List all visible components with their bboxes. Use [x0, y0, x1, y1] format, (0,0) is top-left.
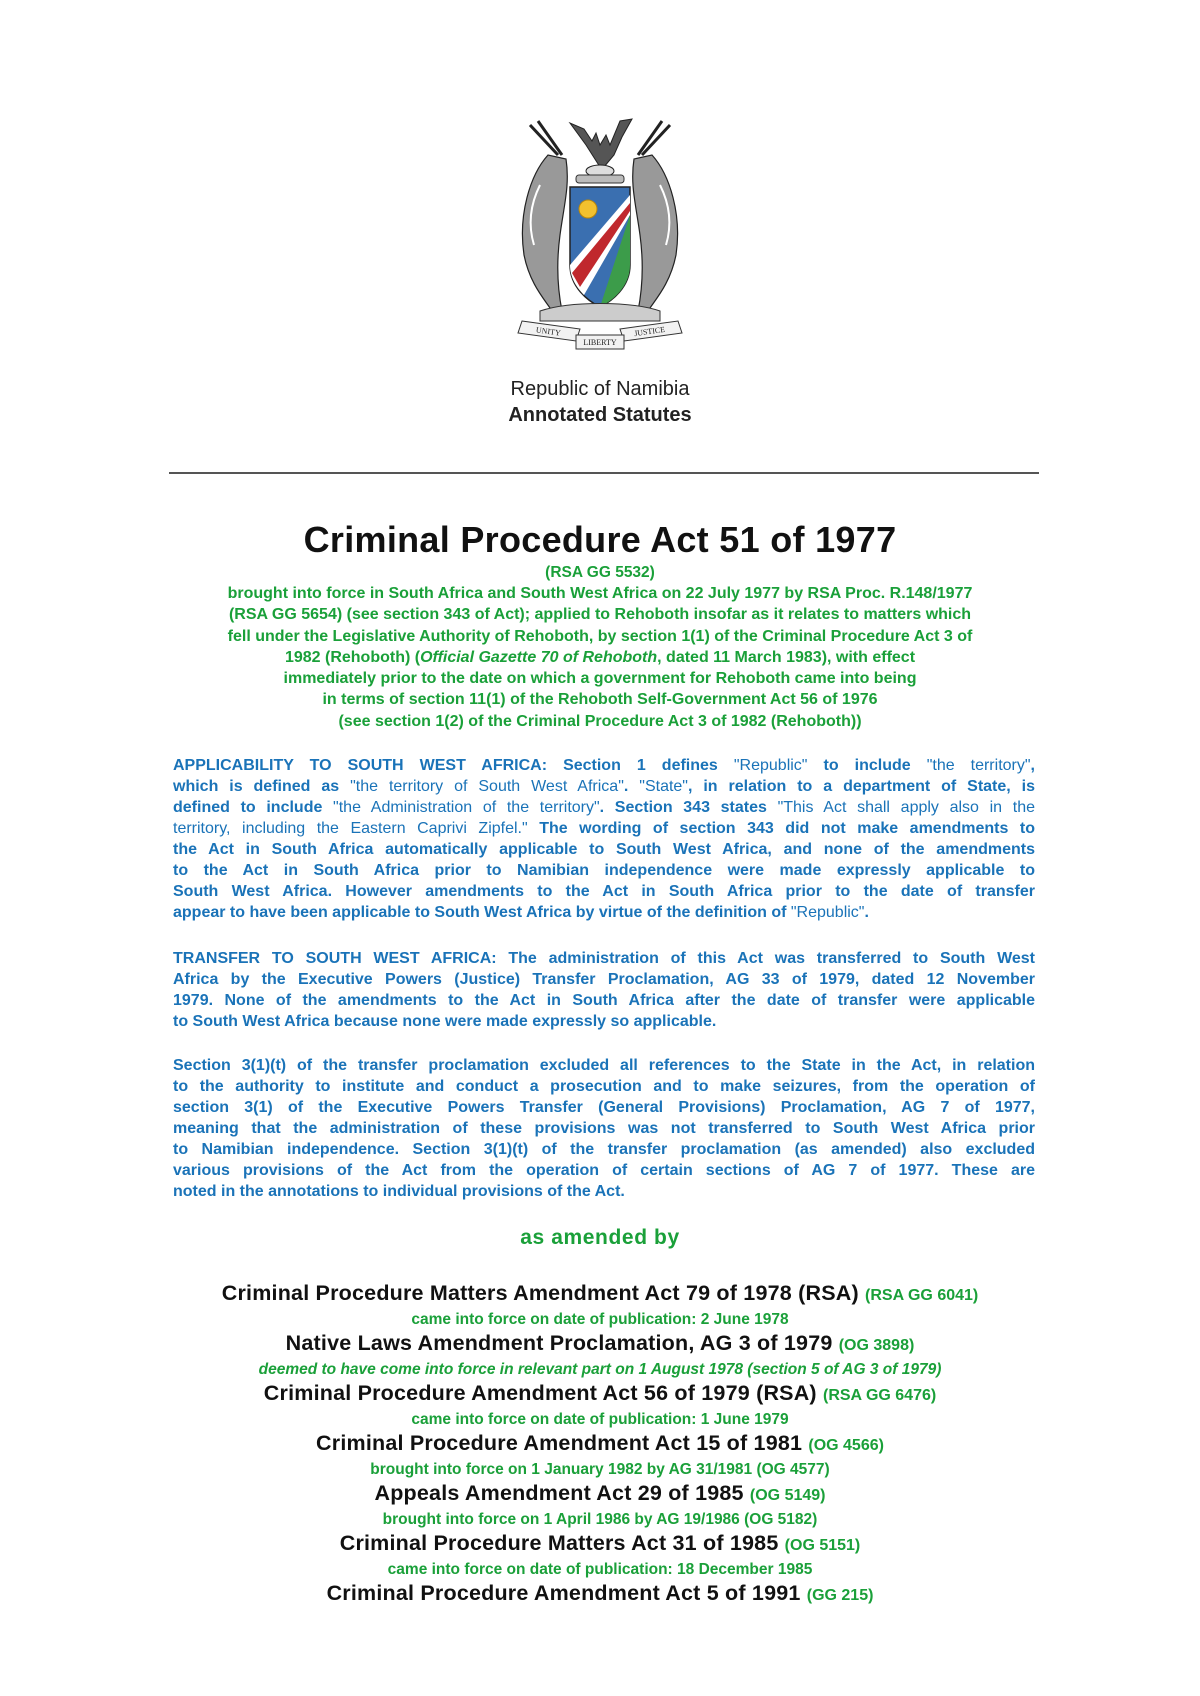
commencement-line: fell under the Legislative Authority of Rehoboth, by section 1(1) of the Criminal Procedure Act 3 of	[227, 627, 973, 645]
amendment-commencement: came into force on date of publication: 1 June 1979	[411, 1411, 789, 1428]
right-oryx-icon	[633, 121, 678, 311]
commencement-line: 1982 (Rehoboth) (Official Gazette 70 of Rehoboth, dated 11 March 1983), with effect	[284, 648, 916, 666]
amendment-title: Native Laws Amendment Proclamation, AG 3 of 1979 (OG 3898)	[285, 1331, 915, 1355]
amendment-title: Criminal Procedure Matters Act 31 of 1985 (OG 5151)	[339, 1531, 861, 1555]
amendment-gazette-ref: (RSA GG 6041)	[865, 1287, 979, 1304]
amendment-commencement: brought into force on 1 April 1986 by AG 19/1986 (OG 5182)	[382, 1511, 818, 1528]
eagle-icon	[570, 119, 632, 177]
commencement-line: in terms of section 11(1) of the Rehoboth Self-Government Act 56 of 1976	[322, 691, 878, 709]
republic-heading: Republic of Namibia	[510, 378, 690, 400]
motto-unity: UNITY	[535, 325, 562, 338]
commencement-line: brought into force in South Africa and South West Africa on 22 July 1977 by RSA Proc. R.148/1977	[227, 585, 973, 602]
left-oryx-icon	[522, 121, 567, 311]
as-amended-by-heading: as amended by	[520, 1226, 680, 1249]
amendment-title: Appeals Amendment Act 29 of 1985 (OG 5149)	[374, 1481, 826, 1505]
amendment-item	[0, 1530, 1200, 1580]
amendment-item	[0, 1430, 1200, 1480]
amendment-gazette-ref: (OG 5151)	[784, 1537, 861, 1554]
amendment-title: Criminal Procedure Amendment Act 56 of 1979 (RSA) (RSA GG 6476)	[263, 1381, 937, 1405]
amendment-gazette-ref: (RSA GG 6476)	[822, 1387, 937, 1404]
amendment-title: Criminal Procedure Amendment Act 15 of 1981 (OG 4566)	[316, 1431, 884, 1455]
commencement-note	[170, 583, 1030, 732]
commencement-line: (RSA GG 5654) (see section 343 of Act); applied to Rehoboth insofar as it relates to matters which	[228, 606, 972, 624]
motto-justice: JUSTICE	[633, 324, 666, 339]
amendment-gazette-ref: (OG 5149)	[749, 1487, 826, 1504]
header-divider	[169, 472, 1039, 474]
annotated-statutes-heading: Annotated Statutes	[508, 404, 692, 426]
applicability-paragraph: APPLICABILITY TO SOUTH WEST AFRICA: Section 1 defines "Republic" to include "the territory", which is defined as "the territory of South West Africa". "State", in relation to a department of State, is defined to include "the Administration of the territory". Section 343 states "This Act shall apply also in the territory, including the Eastern Caprivi Zipfel." The wording of section 343 did not make amendments to the Act in South Africa automatically applicable to South West Africa, and none of the amendments to the Act in South Africa prior to Namibian independence were made expressly applicable to South West Africa. However amendments to the Act in South Africa prior to the date of transfer appear to have been applicable to South West Africa by virtue of the definition of "Republic".	[173, 757, 1036, 921]
official-gazette-italic: Official Gazette 70 of Rehoboth	[420, 648, 658, 666]
amendment-gazette-ref: (GG 215)	[806, 1587, 874, 1604]
shield-icon	[570, 187, 630, 307]
transfer-paragraph: TRANSFER TO SOUTH WEST AFRICA: The administration of this Act was transferred to South West Africa by the Executive Powers (Justice) Transfer Proclamation, AG 33 of 1979, dated 12 November 1979. None of the amendments to the Act in South Africa after the date of transfer were applicable to South West Africa because none were made expressly so applicable.	[173, 950, 1035, 1030]
amendment-item	[0, 1280, 1200, 1330]
act-gazette-ref: (RSA GG 5532)	[545, 564, 655, 581]
amendment-item	[0, 1580, 1200, 1609]
section-3-paragraph: Section 3(1)(t) of the transfer proclamation excluded all references to the State in the Act, in relation to the authority to institute and conduct a prosecution and to make seizures, from the operation of section 3(1) of the Executive Powers Transfer (General Provisions) Proclamation, AG 7 of 1977, meaning that the administration of these provisions was not transferred to South West Africa prior to Namibian independence. Section 3(1)(t) of the transfer proclamation (as amended) also excluded various provisions of the Act from the operation of certain sections of AG 7 of 1977. These are noted in the annotations to individual provisions of the Act.	[173, 1057, 1035, 1200]
commencement-line: (see section 1(2) of the Criminal Procedure Act 3 of 1982 (Rehoboth))	[338, 712, 862, 730]
act-title: Criminal Procedure Act 51 of 1977	[303, 519, 897, 560]
namibia-coat-of-arms	[500, 115, 700, 363]
amendments-list	[0, 1280, 1200, 1609]
amendment-gazette-ref: (OG 3898)	[838, 1337, 915, 1354]
commencement-line: immediately prior to the date on which a government for Rehoboth came into being	[283, 670, 917, 688]
amendment-commencement: brought into force on 1 January 1982 by AG 31/1981 (OG 4577)	[370, 1461, 830, 1478]
amendment-commencement: deemed to have come into force in relevant part on 1 August 1978 (section 5 of AG 3 of 1979)	[258, 1361, 942, 1378]
amendment-title: Criminal Procedure Amendment Act 5 of 1991 (GG 215)	[326, 1581, 874, 1605]
amendment-title: Criminal Procedure Matters Amendment Act 79 of 1978 (RSA) (RSA GG 6041)	[221, 1281, 979, 1305]
motto-liberty: LIBERTY	[583, 338, 617, 347]
amendment-commencement: came into force on date of publication: 2 June 1978	[411, 1311, 789, 1328]
amendment-commencement: came into force on date of publication: 18 December 1985	[387, 1561, 813, 1578]
amendment-item	[0, 1330, 1200, 1380]
amendment-item	[0, 1480, 1200, 1530]
amendment-gazette-ref: (OG 4566)	[808, 1437, 884, 1454]
amendment-item	[0, 1380, 1200, 1430]
